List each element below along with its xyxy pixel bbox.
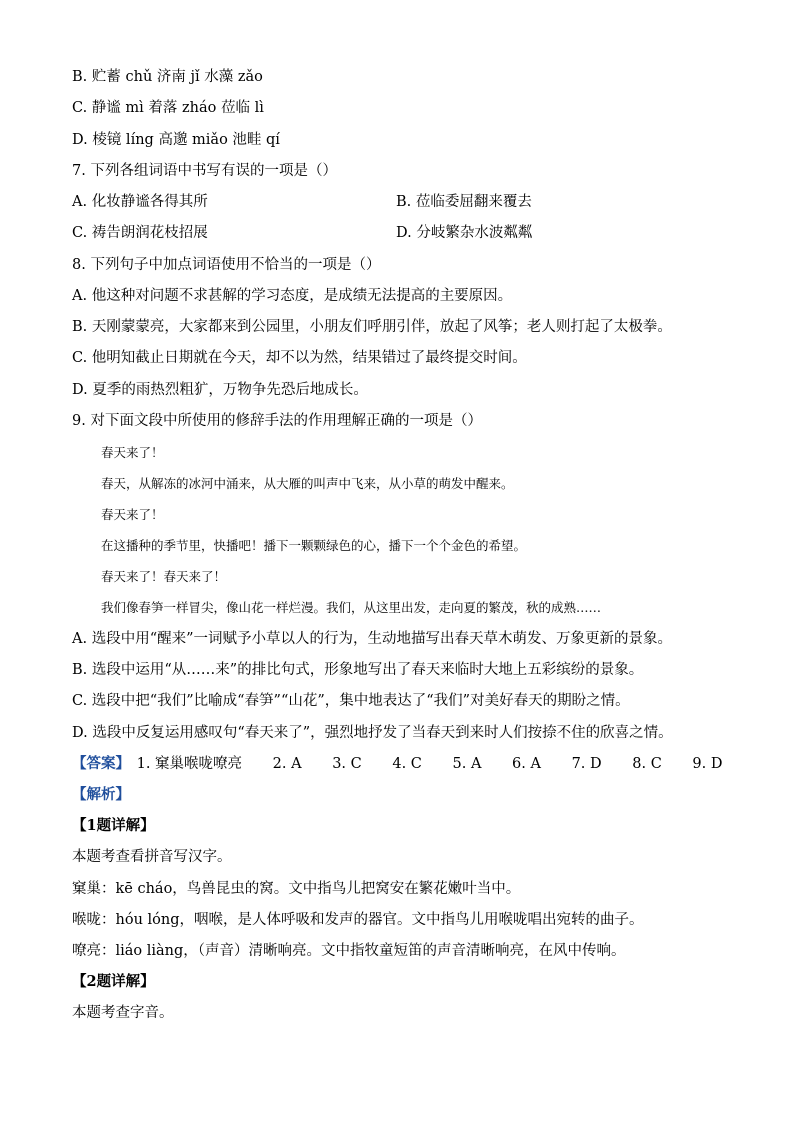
q8-option-c: C. 他明知截止日期就在今天，却不以为然，结果错过了最终提交时间。 bbox=[72, 350, 527, 366]
q7-stem: 7. 下列各组词语中书写有误的一项是（） bbox=[72, 163, 337, 179]
q7-option-a: A. 化妆静谧各得其所 bbox=[72, 194, 208, 210]
answer-item: 7. D bbox=[571, 756, 602, 772]
q9-passage-line: 春天来了！春天来了！ bbox=[101, 569, 227, 584]
answer-tag: 【答案】 bbox=[72, 755, 130, 772]
q9-option-b: B. 选段中运用“从……来”的排比句式，形象地写出了春天来临时大地上五彩缤纷的景象。 bbox=[72, 662, 644, 678]
answer-item: 8. C bbox=[632, 756, 662, 772]
answer-item: 9. D bbox=[692, 756, 723, 772]
answer-item: 6. A bbox=[512, 756, 541, 772]
answer-item: 5. A bbox=[452, 756, 482, 772]
analysis-paragraph: 喉咙：hóu lóng，咽喉，是人体呼吸和发声的器官。文中指鸟儿用喉咙唱出宛转的曲子。 bbox=[72, 912, 644, 928]
q9-option-d: D. 选段中反复运用感叹句“春天来了”，强烈地抒发了当春天到来时人们按捺不住的欣喜之情。 bbox=[72, 725, 673, 741]
analysis-paragraph: 嘹亮：liáo liàng，（声音）清晰响亮。文中指牧童短笛的声音清晰响亮，在风中传响。 bbox=[72, 943, 626, 959]
q9-passage-line: 春天来了！ bbox=[101, 507, 164, 522]
q6-option-b: B. 贮蓄 chǔ 济南 jǐ 水藻 zǎo bbox=[72, 69, 263, 85]
answer-item: 4. C bbox=[392, 756, 422, 772]
analysis-paragraph: 本题考查字音。 bbox=[72, 1005, 174, 1021]
analysis-paragraph: 窠巢：kē cháo，鸟兽昆虫的窝。文中指鸟儿把窝安在繁花嫩叶当中。 bbox=[72, 881, 521, 897]
q9-option-c: C. 选段中把“我们”比喻成“春笋”“山花”，集中地表达了“我们”对美好春天的期盼之情。 bbox=[72, 693, 630, 709]
q8-option-a: A. 他这种对问题不求甚解的学习态度，是成绩无法提高的主要原因。 bbox=[72, 288, 513, 304]
q9-passage-line: 春天来了！ bbox=[101, 445, 164, 460]
answer-item: 2. A bbox=[272, 756, 302, 772]
answer-item: 1. 窠巢喉咙嘹亮 bbox=[136, 756, 243, 772]
q9-passage-line: 我们像春笋一样冒尖，像山花一样烂漫。我们，从这里出发，走向夏的繁茂，秋的成熟…… bbox=[101, 600, 602, 615]
q7-option-b: B. 莅临委屈翻来覆去 bbox=[396, 194, 532, 210]
answer-row bbox=[72, 755, 723, 773]
q2-detail-heading: 【2题详解】 bbox=[72, 973, 155, 990]
q6-option-d: D. 棱镜 líng 高邈 miǎo 池畦 qí bbox=[72, 132, 280, 148]
q8-option-b: B. 天刚蒙蒙亮，大家都来到公园里，小朋友们呼朋引伴，放起了风筝；老人则打起了太极拳。 bbox=[72, 319, 672, 335]
analysis-tag: 【解析】 bbox=[72, 786, 130, 803]
q8-stem: 8. 下列句子中加点词语使用不恰当的一项是（） bbox=[72, 257, 381, 273]
q9-option-a: A. 选段中用“醒来”一词赋予小草以人的行为，生动地描写出春天草木萌发、万象更新的景象。 bbox=[72, 631, 673, 647]
q9-passage-line: 春天，从解冻的冰河中涌来，从大雁的叫声中飞来，从小草的萌发中醒来。 bbox=[101, 476, 514, 491]
q6-option-c: C. 静谧 mì 着落 zháo 莅临 lì bbox=[72, 100, 264, 116]
q9-passage-line: 在这播种的季节里，快播吧！播下一颗颗绿色的心，播下一个个金色的希望。 bbox=[101, 538, 527, 553]
q7-option-d: D. 分岐繁杂水波粼粼 bbox=[396, 225, 533, 241]
q1-detail-heading: 【1题详解】 bbox=[72, 817, 155, 834]
answer-item: 3. C bbox=[332, 756, 362, 772]
q8-option-d: D. 夏季的雨热烈粗犷，万物争先恐后地成长。 bbox=[72, 382, 368, 398]
q7-option-c: C. 祷告朗润花枝招展 bbox=[72, 225, 208, 241]
analysis-paragraph: 本题考查看拼音写汉字。 bbox=[72, 849, 232, 865]
q9-stem: 9. 对下面文段中所使用的修辞手法的作用理解正确的一项是（） bbox=[72, 413, 482, 429]
